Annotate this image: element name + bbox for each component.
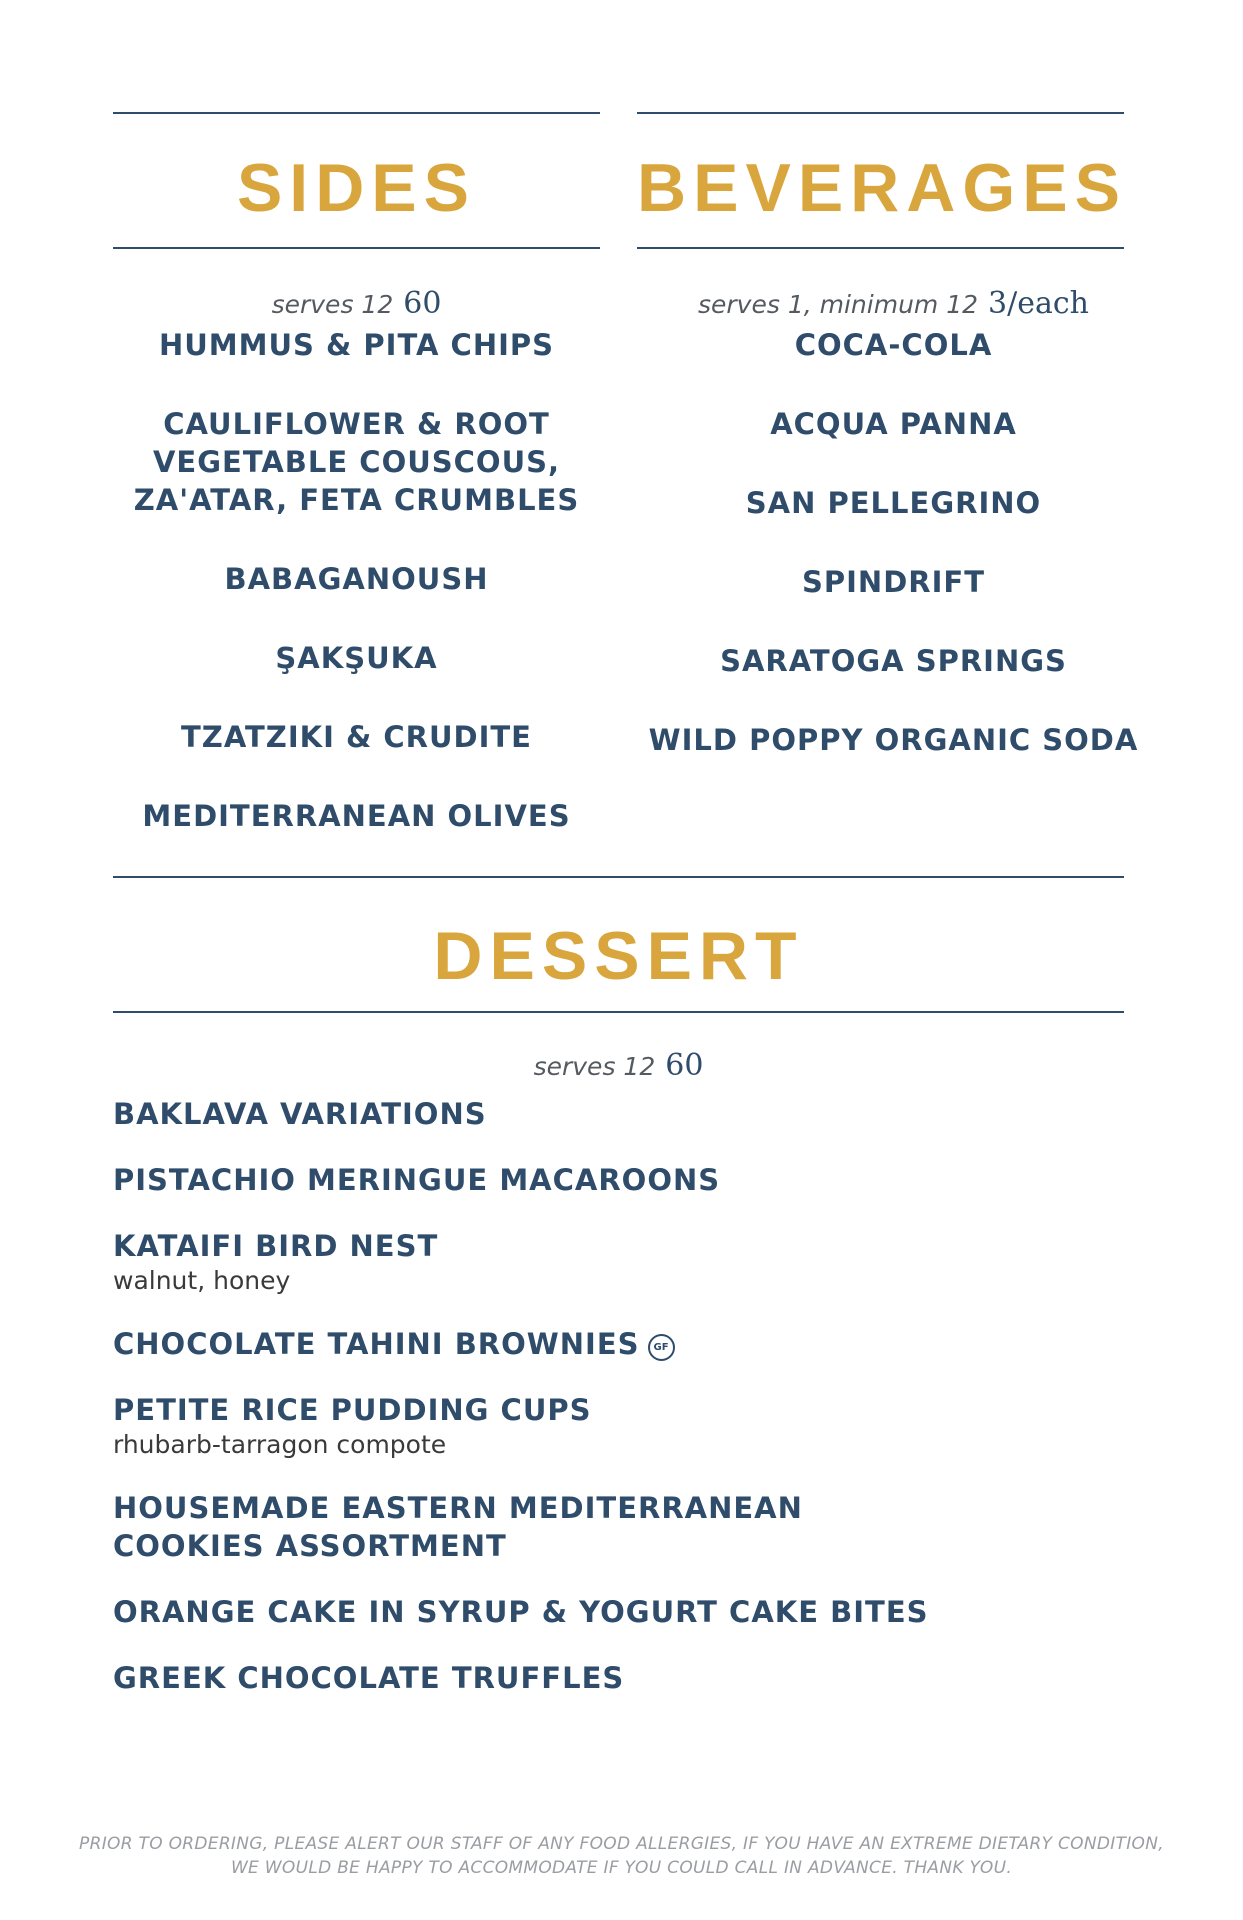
beverages-item: WILD POPPY ORGANIC SODA [648, 723, 1139, 757]
sides-serves: serves 12 [271, 290, 394, 319]
sides-bottom-rule [113, 247, 600, 249]
beverages-price: 3/each [988, 286, 1089, 321]
sides-item: HUMMUS & PITA CHIPS [158, 328, 555, 362]
dessert-item [113, 1593, 1063, 1631]
dessert-item [113, 1391, 1063, 1461]
beverages-serves: serves 1, minimum 12 [698, 290, 979, 319]
dessert-item [113, 1161, 1063, 1199]
dessert-item [113, 1489, 1063, 1565]
sides-column [113, 284, 600, 876]
beverages-item: COCA-COLA [794, 328, 993, 362]
allergy-notice-line-2: WE WOULD BE HAPPY TO ACCOMMODATE IF YOU COULD CALL IN ADVANCE. THANK YOU. [230, 1858, 1013, 1878]
dessert-item-name: PETITE RICE PUDDING CUPS [113, 1393, 592, 1427]
dessert-list [113, 1095, 1063, 1725]
sides-top-rule [113, 112, 600, 114]
beverages-serving-info [637, 284, 1150, 324]
beverages-item: SAN PELLEGRINO [745, 486, 1042, 520]
dessert-serving-info [113, 1046, 1124, 1086]
dessert-item-name: BAKLAVA VARIATIONS [113, 1097, 487, 1131]
dessert-bottom-rule [113, 1011, 1124, 1013]
beverages-item: ACQUA PANNA [770, 407, 1017, 441]
dessert-heading: DESSERT [433, 918, 804, 994]
sides-item: ŞAKŞUKA [275, 641, 438, 675]
dessert-item [113, 1659, 1063, 1697]
beverages-item: SPINDRIFT [802, 565, 985, 599]
dessert-item-name-row [113, 1325, 1063, 1363]
beverages-bottom-rule [637, 247, 1124, 249]
dessert-top-rule [113, 876, 1124, 878]
beverages-top-rule [637, 112, 1124, 114]
dessert-item-description: rhubarb-tarragon compote [113, 1430, 447, 1459]
dessert-item-name: PISTACHIO MERINGUE MACAROONS [113, 1163, 721, 1197]
dessert-item-name: HOUSEMADE EASTERN MEDITERRANEAN COOKIES ASSORTMENT [113, 1491, 803, 1563]
allergy-notice [40, 1832, 1203, 1880]
allergy-notice-line-1: PRIOR TO ORDERING, PLEASE ALERT OUR STAFF OF ANY FOOD ALLERGIES, IF YOU HAVE AN EXTREME DIETARY CONDITION, [79, 1834, 1164, 1854]
sides-item: BABAGANOUSH [224, 562, 489, 596]
dessert-item [113, 1325, 1063, 1363]
sides-price: 60 [403, 286, 442, 321]
sides-serving-info [113, 284, 600, 324]
sides-item: MEDITERRANEAN OLIVES [142, 799, 571, 833]
sides-item: TZATZIKI & CRUDITE [181, 720, 532, 754]
dessert-item-name: ORANGE CAKE IN SYRUP & YOGURT CAKE BITES [113, 1595, 929, 1629]
sides-heading: SIDES [236, 150, 477, 226]
gluten-free-badge-icon: GF [648, 1334, 675, 1361]
dessert-item [113, 1095, 1063, 1133]
beverages-item: SARATOGA SPRINGS [720, 644, 1067, 678]
beverages-heading: BEVERAGES [637, 150, 1127, 226]
beverages-column [637, 284, 1150, 800]
dessert-item-name: GREEK CHOCOLATE TRUFFLES [113, 1661, 625, 1695]
dessert-item [113, 1227, 1063, 1297]
dessert-item-name: KATAIFI BIRD NEST [113, 1229, 439, 1263]
sides-item: CAULIFLOWER & ROOT VEGETABLE COUSCOUS, ZA'ATAR, FETA CRUMBLES [133, 407, 580, 517]
dessert-item-description: walnut, honey [113, 1266, 291, 1295]
dessert-item-name: CHOCOLATE TAHINI BROWNIES [113, 1327, 640, 1361]
dessert-serves: serves 12 [533, 1052, 656, 1081]
dessert-price: 60 [665, 1048, 704, 1083]
